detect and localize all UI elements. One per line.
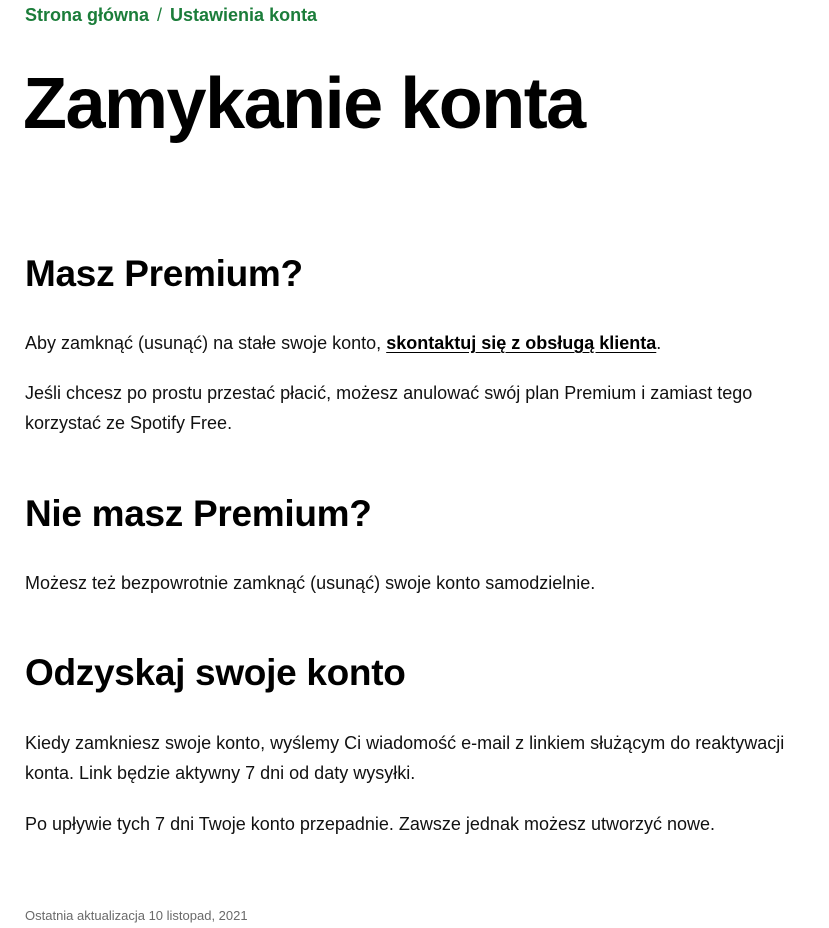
breadcrumb bbox=[25, 4, 317, 26]
breadcrumb-home-link[interactable]: Strona główna bbox=[25, 5, 150, 25]
page-title: Zamykanie konta bbox=[23, 64, 585, 144]
section-heading-recover: Odzyskaj swoje konto bbox=[25, 652, 406, 693]
premium-paragraph-cancel: Jeśli chcesz po prostu przestać płacić, możesz anulować swój plan Premium i zamiast tego korzystać ze Spotify Free. bbox=[25, 383, 753, 433]
recover-paragraph-email: Kiedy zamkniesz swoje konto, wyślemy Ci wiadomość e-mail z linkiem służącym do reaktywacji konta. Link będzie aktywny 7 dni od daty wysyłki. bbox=[25, 733, 785, 783]
section-heading-no-premium: Nie masz Premium? bbox=[25, 493, 372, 534]
section-heading-premium: Masz Premium? bbox=[25, 253, 303, 294]
recover-paragraph-expiry: Po upływie tych 7 dni Twoje konto przepadnie. Zawsze jednak możesz utworzyć nowe. bbox=[25, 814, 716, 834]
premium-paragraph-contact bbox=[25, 328, 805, 358]
no-premium-paragraph: Możesz też bezpowrotnie zamknąć (usunąć) swoje konto samodzielnie. bbox=[25, 573, 596, 593]
premium-paragraph-text: Aby zamknąć (usunąć) na stałe swoje konto, bbox=[25, 333, 382, 353]
last-updated-text: Ostatnia aktualizacja 10 listopad, 2021 bbox=[25, 908, 248, 923]
premium-paragraph-period: . bbox=[656, 333, 662, 353]
breadcrumb-current-link[interactable]: Ustawienia konta bbox=[170, 5, 318, 25]
breadcrumb-separator: / bbox=[157, 5, 163, 25]
contact-support-link[interactable]: skontaktuj się z obsługą klienta bbox=[386, 333, 657, 353]
